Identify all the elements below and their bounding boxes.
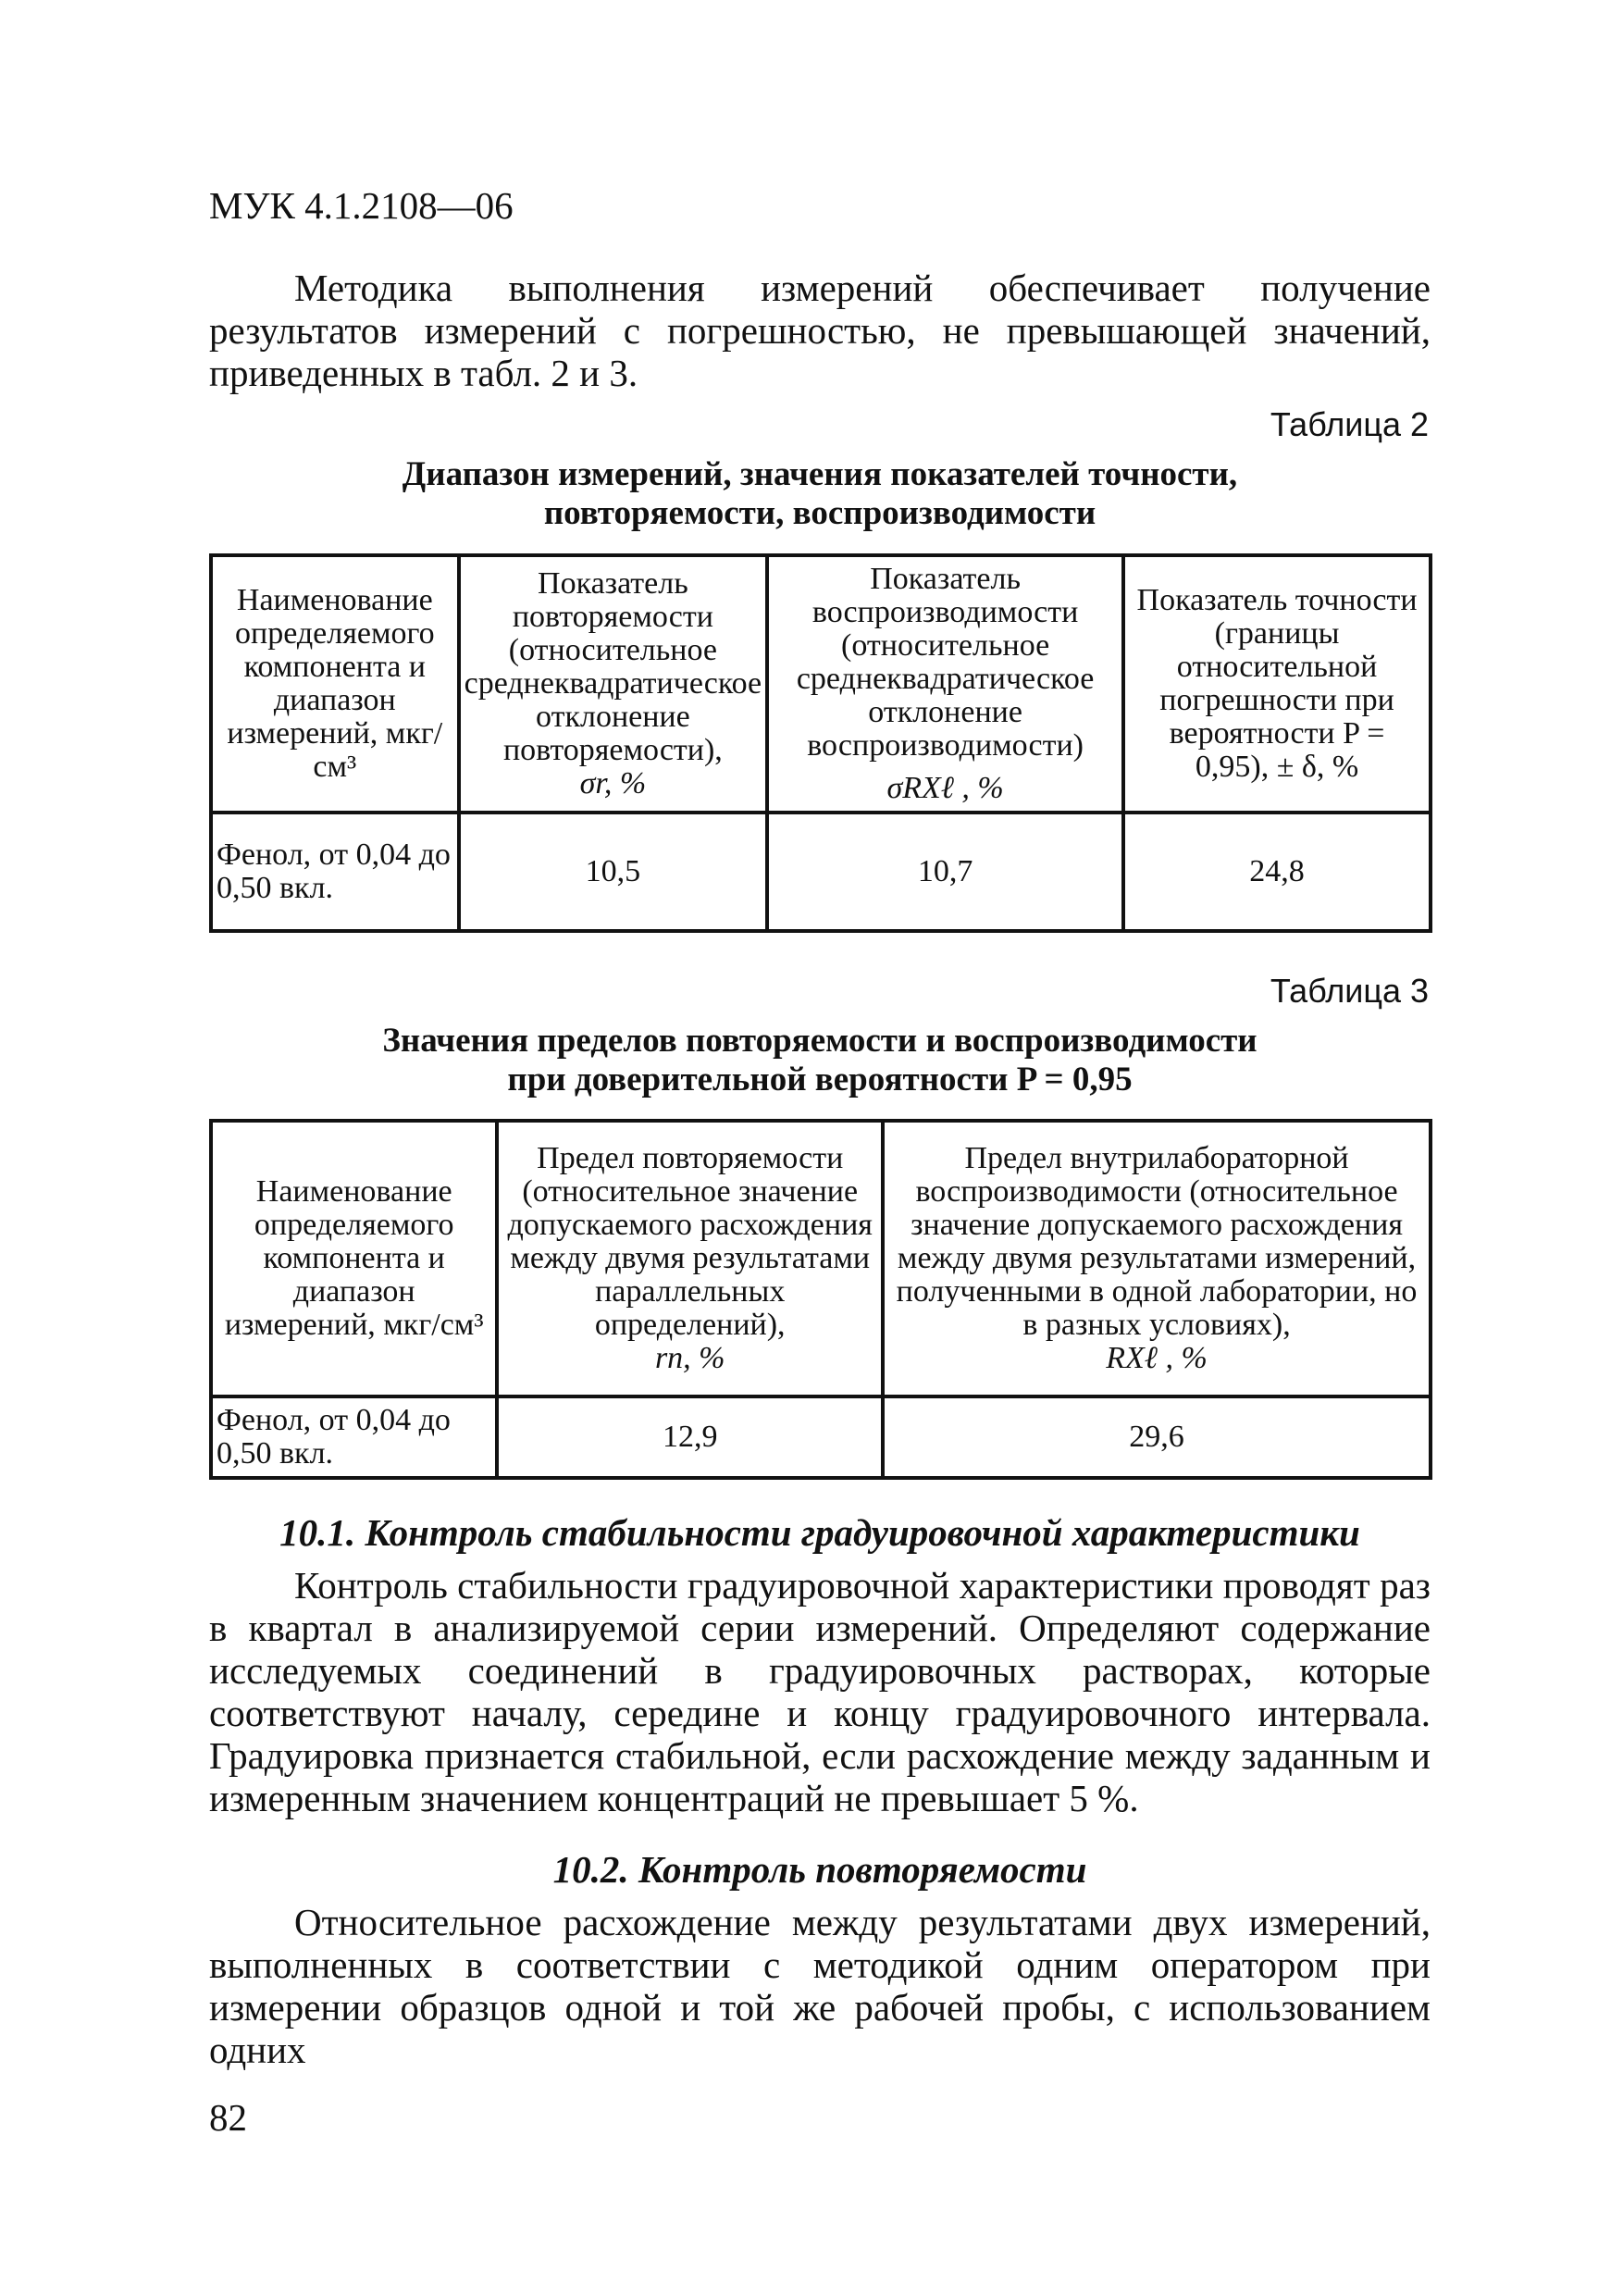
table2-cell-component: Фенол, от 0,04 до 0,50 вкл. bbox=[211, 813, 459, 931]
table2 bbox=[209, 553, 1432, 933]
table3-cell-repeatability-limit: 12,9 bbox=[497, 1396, 883, 1478]
table3-caption-line2: при доверительной вероятности P = 0,95 bbox=[507, 1061, 1133, 1098]
table2-label: Таблица 2 bbox=[1270, 405, 1429, 443]
section-10-1-text: Контроль стабильности градуировочной характеристики проводят раз в квартал в анализируемой серии измерений. Определяют содержание исследуемых соединений в градуировочных растворах, которые соответствуют началу, середине и концу градуировочного интервала. Градуировка признается стабильной, если расхождение между заданным и измеренным значением концентраций не превышает 5 %. bbox=[209, 1564, 1431, 1819]
table2-cell-accuracy: 24,8 bbox=[1123, 813, 1431, 931]
table-row bbox=[211, 813, 1431, 931]
table2-col-repeatability-text: Показатель повторяемости (относительное среднеквадратическое отклонение повторяемости), bbox=[464, 566, 762, 767]
table3-label: Таблица 3 bbox=[1270, 972, 1429, 1010]
section-10-2-text: Относительное расхождение между результатами двух измерений, выполненных в соответствии с методикой одним оператором при измерении образцов одной и той же рабочей пробы, с использованием одних bbox=[209, 1901, 1431, 2071]
document-header: МУК 4.1.2108—06 bbox=[209, 184, 514, 227]
table2-cell-repeatability: 10,5 bbox=[459, 813, 768, 931]
table3-col-repeatability-limit-symbol: rn, % bbox=[654, 1341, 725, 1375]
table2-col-repeatability-symbol: σr, % bbox=[579, 766, 647, 800]
table3-col-repeatability-limit-text: Предел повторяемости (относительное значение допускаемого расхождения между двумя результатами параллельных определений), bbox=[507, 1141, 873, 1342]
table2-caption-line1: Диапазон измерений, значения показателей точности, bbox=[402, 455, 1238, 493]
section-10-1-title: 10.1. Контроль стабильности градуировочной характеристики bbox=[279, 1511, 1360, 1554]
table2-col-component: Наименование определяемого компонента и диапазон измерений, мкг/см³ bbox=[211, 555, 459, 813]
table2-caption bbox=[209, 455, 1431, 533]
table2-cell-reproducibility: 10,7 bbox=[767, 813, 1123, 931]
table3-cell-reproducibility-limit: 29,6 bbox=[883, 1396, 1431, 1478]
table-row bbox=[211, 1396, 1431, 1478]
intro-paragraph: Методика выполнения измерений обеспечивает получение результатов измерений с погрешностью, не превышающей значений, приведенных в табл. 2 и 3. bbox=[209, 267, 1431, 394]
table3 bbox=[209, 1119, 1432, 1480]
table2-caption-line2: повторяемости, воспроизводимости bbox=[543, 494, 1096, 532]
table2-col-accuracy: Показатель точности (границы относительной погрешности при вероятности P = 0,95), ± δ, % bbox=[1123, 555, 1431, 813]
section-10-2-title: 10.2. Контроль повторяемости bbox=[552, 1848, 1087, 1891]
table2-header-row bbox=[211, 555, 1431, 813]
table3-caption bbox=[209, 1022, 1431, 1099]
table3-header-row bbox=[211, 1121, 1431, 1396]
table3-col-reproducibility-limit-symbol: RXℓ , % bbox=[1106, 1341, 1208, 1375]
table3-col-component: Наименование определяемого компонента и диапазон измерений, мкг/см³ bbox=[211, 1121, 497, 1396]
table2-col-reproducibility-text: Показатель воспроизводимости (относительное среднеквадратическое отклонение воспроизводимости) bbox=[796, 562, 1095, 763]
page-number: 82 bbox=[209, 2096, 247, 2139]
table2-col-repeatability bbox=[459, 555, 768, 813]
table2-col-reproducibility bbox=[767, 555, 1123, 813]
table3-cell-component: Фенол, от 0,04 до 0,50 вкл. bbox=[211, 1396, 497, 1478]
table3-caption-line1: Значения пределов повторяемости и воспроизводимости bbox=[382, 1022, 1258, 1060]
table3-col-reproducibility-limit-text: Предел внутрилабораторной воспроизводимости (относительное значение допускаемого расхождения между двумя результатами измерений, полученными в одной лаборатории, но в разных условиях), bbox=[896, 1141, 1418, 1342]
table2-col-reproducibility-symbol: σRXℓ , % bbox=[886, 771, 1004, 805]
table3-col-reproducibility-limit bbox=[883, 1121, 1431, 1396]
table3-col-repeatability-limit bbox=[497, 1121, 883, 1396]
